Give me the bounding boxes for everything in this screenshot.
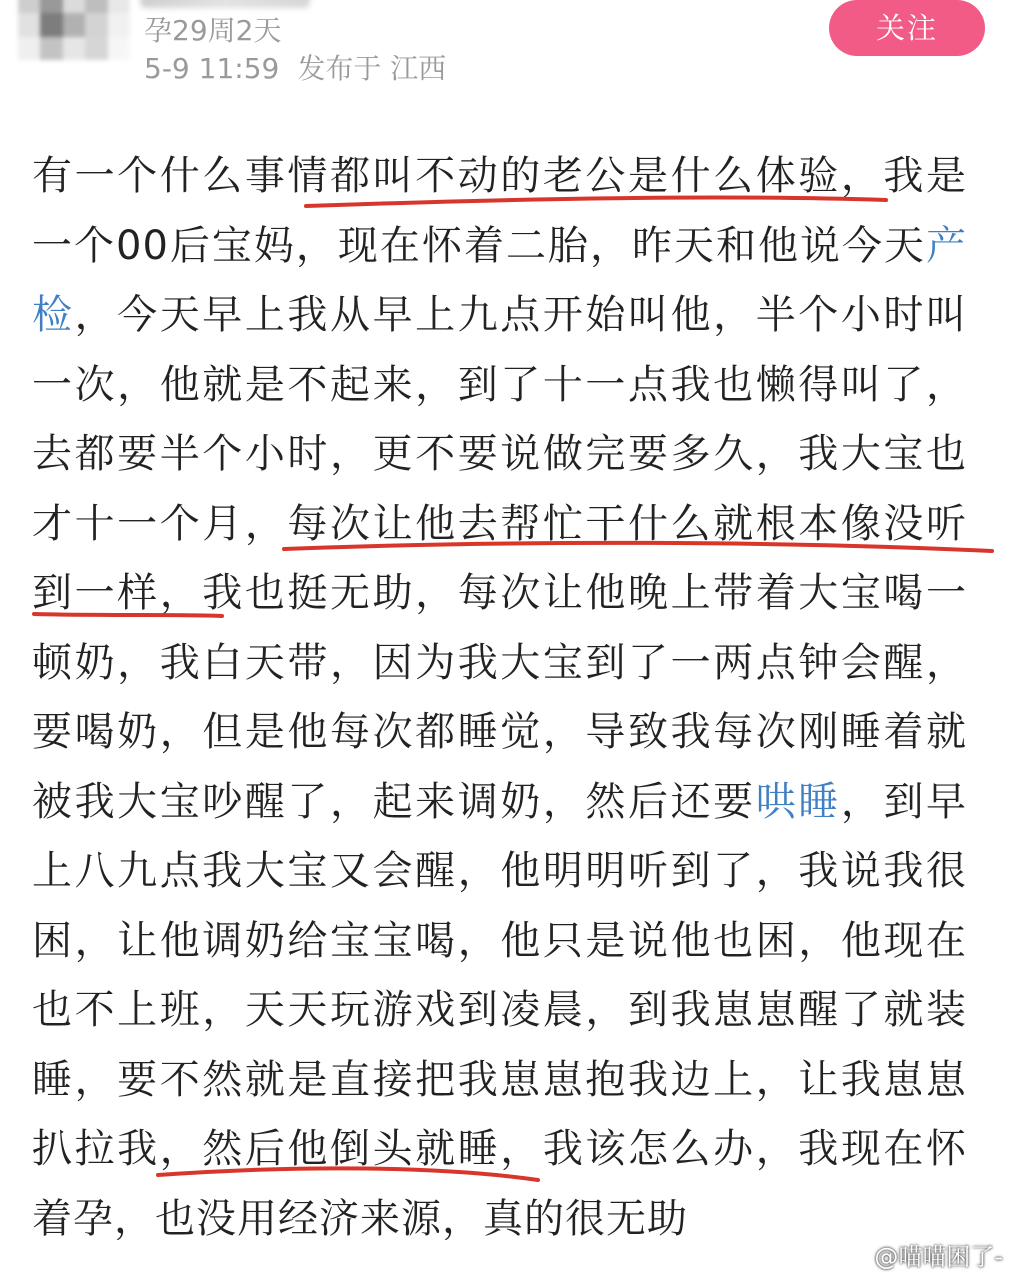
- avatar[interactable]: [18, 0, 130, 60]
- watermark-text: @喵喵困了-: [874, 1243, 1003, 1271]
- post-text: ，到早上八九点我大宝又会醒，他明明听到了，我说我很困，让他调奶给宝宝喝，他只是说他也困，他现在也不上班，天天玩游戏到凌晨，到我崽崽醒了就装睡，要不然就是直接把我崽崽抱我边上，让我崽崽扒拉我，然后他倒头就睡，我该怎么办，我现在怀着孕，也没用经济来源，真的很无助: [32, 778, 968, 1242]
- post-content: [32, 142, 967, 1254]
- topic-link-soothe-sleep[interactable]: 哄睡: [755, 778, 841, 825]
- follow-button[interactable]: 关注: [829, 0, 985, 56]
- post-text: ，今天早上我从早上九点开始叫他，半个小时叫一次，他就是不起来，到了十一点我也懒得叫了，去都要半个小时，更不要说做完要多久，我大宝也才十一个月，每次让他去帮忙干什么就根本像没听到一样，我也挺无助，每次让他晚上带着大宝喝一顿奶，我白天带，因为我大宝到了一两点钟会醒，要喝奶，但是他每次都睡觉，导致我每次刚睡着就被我大宝吵醒了，起来调奶，然后还要: [32, 292, 968, 825]
- post-text: 有一个什么事情都叫不动的老公是什么体验，我是一个00后宝妈，现在怀着二胎，昨天和他说今天: [32, 153, 967, 269]
- username-redacted: [140, 0, 310, 8]
- post-time: 5-9 11:59: [144, 52, 280, 85]
- pregnancy-week: 孕29周2天: [144, 14, 282, 47]
- post-meta: [144, 52, 446, 86]
- watermark: [844, 1237, 1003, 1272]
- weibo-icon: [844, 1246, 870, 1268]
- topic-link-prenatal-check[interactable]: 产检: [32, 222, 967, 338]
- post-location: 发布于 江西: [297, 52, 447, 85]
